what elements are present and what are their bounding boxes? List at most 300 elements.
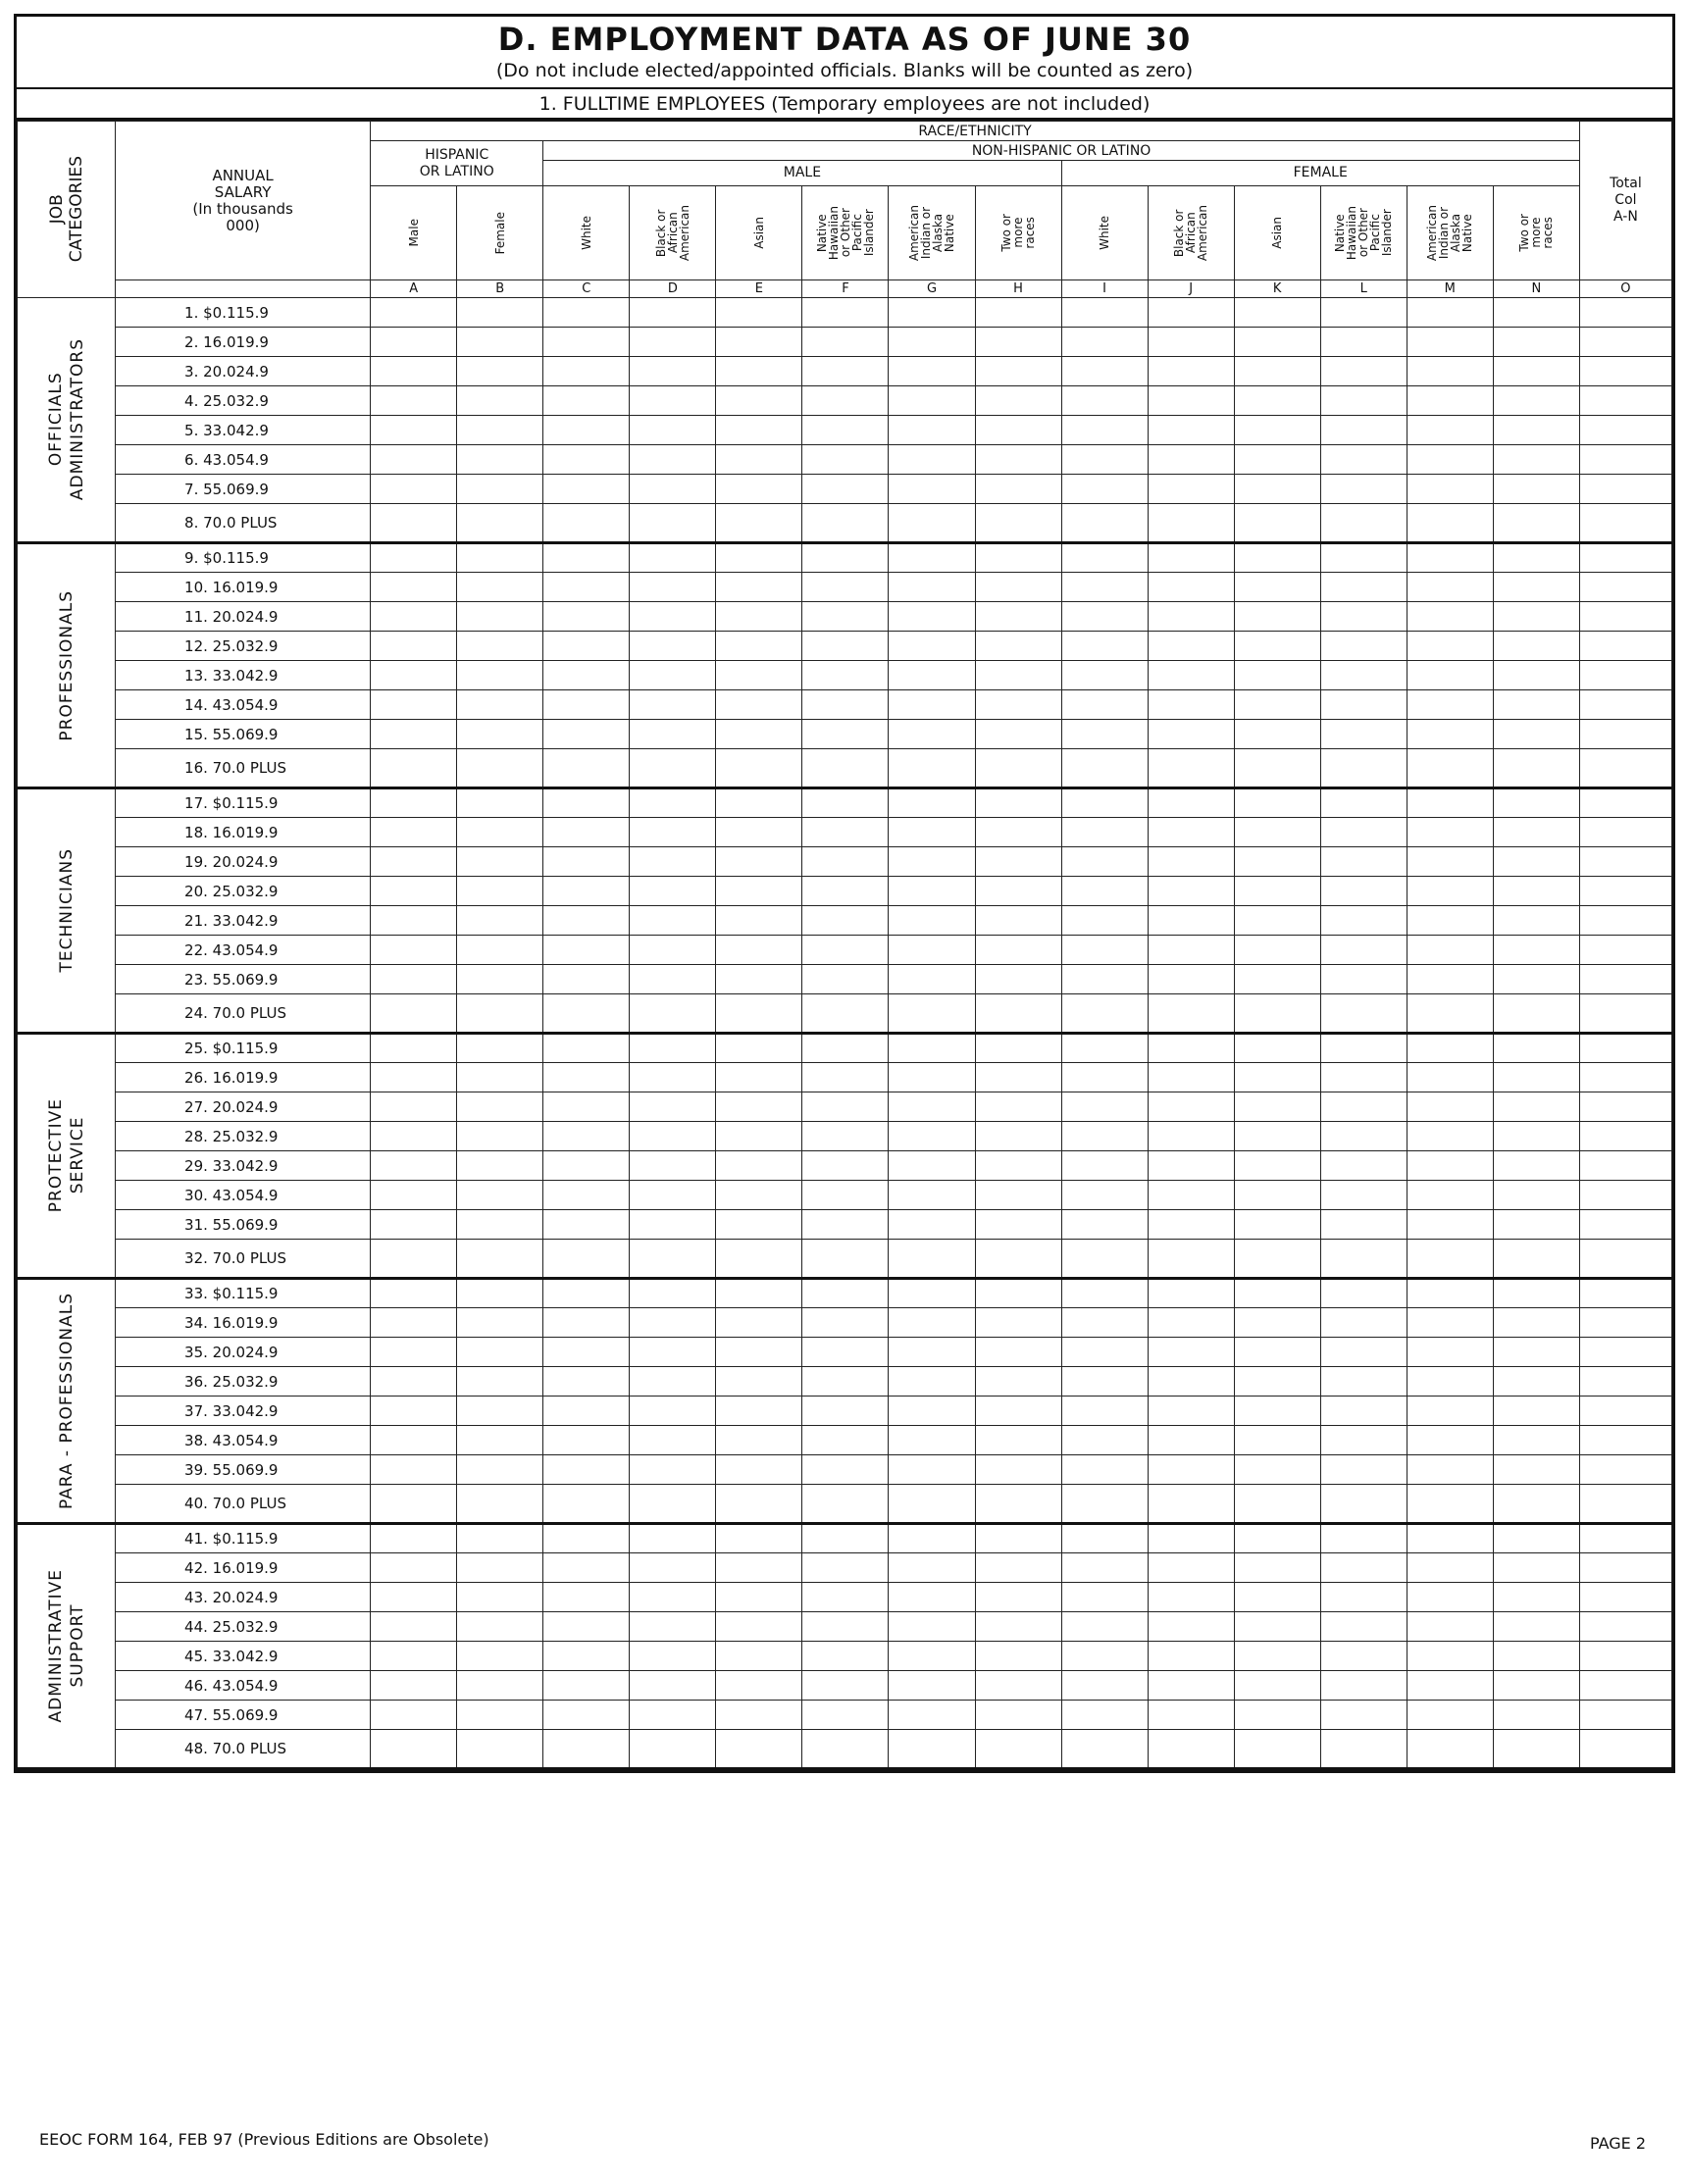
count-entry-cell[interactable] (1579, 1524, 1671, 1553)
count-entry-cell[interactable] (1320, 1308, 1407, 1338)
count-entry-cell[interactable] (1579, 1730, 1671, 1769)
count-entry-cell[interactable] (1579, 1455, 1671, 1485)
count-entry-cell[interactable] (1148, 720, 1234, 749)
count-entry-cell[interactable] (630, 357, 716, 386)
count-entry-cell[interactable] (716, 1063, 802, 1092)
count-entry-cell[interactable] (457, 1063, 543, 1092)
count-entry-cell[interactable] (1061, 965, 1148, 994)
count-entry-cell[interactable] (802, 1701, 889, 1730)
count-entry-cell[interactable] (889, 1338, 975, 1367)
count-entry-cell[interactable] (889, 1642, 975, 1671)
count-entry-cell[interactable] (1493, 690, 1579, 720)
count-entry-cell[interactable] (716, 906, 802, 936)
count-entry-cell[interactable] (543, 1671, 630, 1701)
count-entry-cell[interactable] (1148, 1338, 1234, 1367)
count-entry-cell[interactable] (716, 1308, 802, 1338)
count-entry-cell[interactable] (630, 936, 716, 965)
count-entry-cell[interactable] (1493, 661, 1579, 690)
count-entry-cell[interactable] (371, 661, 457, 690)
count-entry-cell[interactable] (630, 386, 716, 416)
count-entry-cell[interactable] (630, 1524, 716, 1553)
count-entry-cell[interactable] (1320, 1583, 1407, 1612)
count-entry-cell[interactable] (630, 602, 716, 632)
count-entry-cell[interactable] (1493, 1151, 1579, 1181)
count-entry-cell[interactable] (1148, 543, 1234, 573)
count-entry-cell[interactable] (1579, 1092, 1671, 1122)
count-entry-cell[interactable] (543, 906, 630, 936)
count-entry-cell[interactable] (1493, 749, 1579, 788)
count-entry-cell[interactable] (457, 1553, 543, 1583)
count-entry-cell[interactable] (1579, 847, 1671, 877)
count-entry-cell[interactable] (543, 661, 630, 690)
count-entry-cell[interactable] (802, 1524, 889, 1553)
count-entry-cell[interactable] (543, 386, 630, 416)
count-entry-cell[interactable] (543, 1092, 630, 1122)
count-entry-cell[interactable] (1407, 847, 1493, 877)
count-entry-cell[interactable] (1493, 1730, 1579, 1769)
count-entry-cell[interactable] (975, 1397, 1061, 1426)
count-entry-cell[interactable] (630, 749, 716, 788)
count-entry-cell[interactable] (1061, 1642, 1148, 1671)
count-entry-cell[interactable] (889, 1583, 975, 1612)
count-entry-cell[interactable] (1061, 1151, 1148, 1181)
count-entry-cell[interactable] (457, 475, 543, 504)
count-entry-cell[interactable] (630, 877, 716, 906)
count-entry-cell[interactable] (889, 1485, 975, 1524)
count-entry-cell[interactable] (543, 1063, 630, 1092)
count-entry-cell[interactable] (1320, 965, 1407, 994)
count-entry-cell[interactable] (1234, 1671, 1320, 1701)
count-entry-cell[interactable] (457, 328, 543, 357)
count-entry-cell[interactable] (1320, 994, 1407, 1034)
count-entry-cell[interactable] (371, 936, 457, 965)
count-entry-cell[interactable] (975, 1151, 1061, 1181)
count-entry-cell[interactable] (802, 690, 889, 720)
count-entry-cell[interactable] (1579, 1338, 1671, 1367)
count-entry-cell[interactable] (889, 1397, 975, 1426)
count-entry-cell[interactable] (630, 328, 716, 357)
count-entry-cell[interactable] (1234, 1524, 1320, 1553)
count-entry-cell[interactable] (371, 1524, 457, 1553)
count-entry-cell[interactable] (1320, 1181, 1407, 1210)
count-entry-cell[interactable] (1148, 1034, 1234, 1063)
count-entry-cell[interactable] (1407, 994, 1493, 1034)
count-entry-cell[interactable] (802, 1308, 889, 1338)
count-entry-cell[interactable] (802, 1122, 889, 1151)
count-entry-cell[interactable] (1579, 1151, 1671, 1181)
count-entry-cell[interactable] (1579, 1122, 1671, 1151)
count-entry-cell[interactable] (802, 1210, 889, 1240)
count-entry-cell[interactable] (457, 1279, 543, 1308)
count-entry-cell[interactable] (716, 1524, 802, 1553)
count-entry-cell[interactable] (1148, 1397, 1234, 1426)
count-entry-cell[interactable] (1493, 632, 1579, 661)
count-entry-cell[interactable] (1061, 357, 1148, 386)
count-entry-cell[interactable] (1407, 1063, 1493, 1092)
count-entry-cell[interactable] (1320, 416, 1407, 445)
count-entry-cell[interactable] (889, 906, 975, 936)
count-entry-cell[interactable] (889, 632, 975, 661)
count-entry-cell[interactable] (543, 1181, 630, 1210)
count-entry-cell[interactable] (1579, 1308, 1671, 1338)
count-entry-cell[interactable] (1493, 1397, 1579, 1426)
count-entry-cell[interactable] (1493, 504, 1579, 543)
count-entry-cell[interactable] (371, 632, 457, 661)
count-entry-cell[interactable] (1579, 1397, 1671, 1426)
count-entry-cell[interactable] (371, 749, 457, 788)
count-entry-cell[interactable] (1320, 818, 1407, 847)
count-entry-cell[interactable] (1061, 1181, 1148, 1210)
count-entry-cell[interactable] (889, 1612, 975, 1642)
count-entry-cell[interactable] (371, 1642, 457, 1671)
count-entry-cell[interactable] (716, 1210, 802, 1240)
count-entry-cell[interactable] (1579, 720, 1671, 749)
count-entry-cell[interactable] (1407, 1583, 1493, 1612)
count-entry-cell[interactable] (1407, 357, 1493, 386)
count-entry-cell[interactable] (716, 1583, 802, 1612)
count-entry-cell[interactable] (371, 298, 457, 328)
count-entry-cell[interactable] (716, 720, 802, 749)
count-entry-cell[interactable] (1148, 749, 1234, 788)
count-entry-cell[interactable] (1061, 749, 1148, 788)
count-entry-cell[interactable] (371, 847, 457, 877)
count-entry-cell[interactable] (1320, 475, 1407, 504)
count-entry-cell[interactable] (1493, 1122, 1579, 1151)
count-entry-cell[interactable] (802, 936, 889, 965)
count-entry-cell[interactable] (630, 1485, 716, 1524)
count-entry-cell[interactable] (371, 1671, 457, 1701)
count-entry-cell[interactable] (630, 690, 716, 720)
count-entry-cell[interactable] (457, 1730, 543, 1769)
count-entry-cell[interactable] (630, 906, 716, 936)
count-entry-cell[interactable] (975, 1367, 1061, 1397)
count-entry-cell[interactable] (1493, 328, 1579, 357)
count-entry-cell[interactable] (630, 1367, 716, 1397)
count-entry-cell[interactable] (975, 632, 1061, 661)
count-entry-cell[interactable] (1234, 1181, 1320, 1210)
count-entry-cell[interactable] (1061, 386, 1148, 416)
count-entry-cell[interactable] (1234, 936, 1320, 965)
count-entry-cell[interactable] (1148, 416, 1234, 445)
count-entry-cell[interactable] (457, 445, 543, 475)
count-entry-cell[interactable] (371, 877, 457, 906)
count-entry-cell[interactable] (1493, 1240, 1579, 1279)
count-entry-cell[interactable] (1493, 877, 1579, 906)
count-entry-cell[interactable] (716, 818, 802, 847)
count-entry-cell[interactable] (889, 1553, 975, 1583)
count-entry-cell[interactable] (1407, 1034, 1493, 1063)
count-entry-cell[interactable] (716, 749, 802, 788)
count-entry-cell[interactable] (1148, 1063, 1234, 1092)
count-entry-cell[interactable] (1579, 1671, 1671, 1701)
count-entry-cell[interactable] (1407, 1671, 1493, 1701)
count-entry-cell[interactable] (630, 720, 716, 749)
count-entry-cell[interactable] (889, 1367, 975, 1397)
count-entry-cell[interactable] (1148, 1181, 1234, 1210)
count-entry-cell[interactable] (889, 602, 975, 632)
count-entry-cell[interactable] (975, 1240, 1061, 1279)
count-entry-cell[interactable] (630, 788, 716, 818)
count-entry-cell[interactable] (630, 1210, 716, 1240)
count-entry-cell[interactable] (457, 543, 543, 573)
count-entry-cell[interactable] (1579, 543, 1671, 573)
count-entry-cell[interactable] (1148, 1151, 1234, 1181)
count-entry-cell[interactable] (371, 994, 457, 1034)
count-entry-cell[interactable] (716, 632, 802, 661)
count-entry-cell[interactable] (1320, 1210, 1407, 1240)
count-entry-cell[interactable] (802, 1455, 889, 1485)
count-entry-cell[interactable] (1148, 328, 1234, 357)
count-entry-cell[interactable] (1061, 818, 1148, 847)
count-entry-cell[interactable] (630, 1092, 716, 1122)
count-entry-cell[interactable] (975, 690, 1061, 720)
count-entry-cell[interactable] (1407, 720, 1493, 749)
count-entry-cell[interactable] (1579, 788, 1671, 818)
count-entry-cell[interactable] (1061, 416, 1148, 445)
count-entry-cell[interactable] (1407, 573, 1493, 602)
count-entry-cell[interactable] (716, 965, 802, 994)
count-entry-cell[interactable] (1061, 1583, 1148, 1612)
count-entry-cell[interactable] (716, 1671, 802, 1701)
count-entry-cell[interactable] (371, 1367, 457, 1397)
count-entry-cell[interactable] (457, 788, 543, 818)
count-entry-cell[interactable] (1061, 1279, 1148, 1308)
count-entry-cell[interactable] (630, 1308, 716, 1338)
count-entry-cell[interactable] (630, 1671, 716, 1701)
count-entry-cell[interactable] (371, 445, 457, 475)
count-entry-cell[interactable] (1493, 1367, 1579, 1397)
count-entry-cell[interactable] (1493, 1210, 1579, 1240)
count-entry-cell[interactable] (1061, 445, 1148, 475)
count-entry-cell[interactable] (1407, 1701, 1493, 1730)
count-entry-cell[interactable] (1320, 1122, 1407, 1151)
count-entry-cell[interactable] (975, 818, 1061, 847)
count-entry-cell[interactable] (371, 1092, 457, 1122)
count-entry-cell[interactable] (1148, 1701, 1234, 1730)
count-entry-cell[interactable] (1407, 1426, 1493, 1455)
count-entry-cell[interactable] (975, 994, 1061, 1034)
count-entry-cell[interactable] (889, 877, 975, 906)
count-entry-cell[interactable] (1579, 504, 1671, 543)
count-entry-cell[interactable] (889, 1181, 975, 1210)
count-entry-cell[interactable] (889, 788, 975, 818)
count-entry-cell[interactable] (1407, 445, 1493, 475)
count-entry-cell[interactable] (457, 1151, 543, 1181)
count-entry-cell[interactable] (371, 720, 457, 749)
count-entry-cell[interactable] (1320, 632, 1407, 661)
count-entry-cell[interactable] (1148, 1279, 1234, 1308)
count-entry-cell[interactable] (802, 328, 889, 357)
count-entry-cell[interactable] (630, 298, 716, 328)
count-entry-cell[interactable] (1407, 298, 1493, 328)
count-entry-cell[interactable] (630, 1063, 716, 1092)
count-entry-cell[interactable] (1493, 1701, 1579, 1730)
count-entry-cell[interactable] (1148, 1308, 1234, 1338)
count-entry-cell[interactable] (1148, 1485, 1234, 1524)
count-entry-cell[interactable] (975, 504, 1061, 543)
count-entry-cell[interactable] (975, 906, 1061, 936)
count-entry-cell[interactable] (1579, 298, 1671, 328)
count-entry-cell[interactable] (543, 1367, 630, 1397)
count-entry-cell[interactable] (457, 1701, 543, 1730)
count-entry-cell[interactable] (889, 690, 975, 720)
count-entry-cell[interactable] (1493, 1181, 1579, 1210)
count-entry-cell[interactable] (457, 936, 543, 965)
count-entry-cell[interactable] (1148, 1612, 1234, 1642)
count-entry-cell[interactable] (1234, 1455, 1320, 1485)
count-entry-cell[interactable] (457, 749, 543, 788)
count-entry-cell[interactable] (1407, 749, 1493, 788)
count-entry-cell[interactable] (975, 475, 1061, 504)
count-entry-cell[interactable] (1579, 936, 1671, 965)
count-entry-cell[interactable] (1061, 1524, 1148, 1553)
count-entry-cell[interactable] (1579, 1426, 1671, 1455)
count-entry-cell[interactable] (1407, 1612, 1493, 1642)
count-entry-cell[interactable] (975, 965, 1061, 994)
count-entry-cell[interactable] (802, 1642, 889, 1671)
count-entry-cell[interactable] (1493, 965, 1579, 994)
count-entry-cell[interactable] (1148, 877, 1234, 906)
count-entry-cell[interactable] (457, 1426, 543, 1455)
count-entry-cell[interactable] (1148, 573, 1234, 602)
count-entry-cell[interactable] (1320, 1642, 1407, 1671)
count-entry-cell[interactable] (630, 847, 716, 877)
count-entry-cell[interactable] (716, 847, 802, 877)
count-entry-cell[interactable] (1579, 573, 1671, 602)
count-entry-cell[interactable] (1493, 818, 1579, 847)
count-entry-cell[interactable] (1320, 1367, 1407, 1397)
count-entry-cell[interactable] (802, 445, 889, 475)
count-entry-cell[interactable] (1320, 1240, 1407, 1279)
count-entry-cell[interactable] (1148, 1583, 1234, 1612)
count-entry-cell[interactable] (371, 1455, 457, 1485)
count-entry-cell[interactable] (1407, 1367, 1493, 1397)
count-entry-cell[interactable] (975, 788, 1061, 818)
count-entry-cell[interactable] (1234, 1485, 1320, 1524)
count-entry-cell[interactable] (1234, 906, 1320, 936)
count-entry-cell[interactable] (716, 1397, 802, 1426)
count-entry-cell[interactable] (802, 504, 889, 543)
count-entry-cell[interactable] (543, 328, 630, 357)
count-entry-cell[interactable] (457, 357, 543, 386)
count-entry-cell[interactable] (543, 720, 630, 749)
count-entry-cell[interactable] (630, 1553, 716, 1583)
count-entry-cell[interactable] (543, 1240, 630, 1279)
count-entry-cell[interactable] (1061, 1122, 1148, 1151)
count-entry-cell[interactable] (543, 1279, 630, 1308)
count-entry-cell[interactable] (1061, 1063, 1148, 1092)
count-entry-cell[interactable] (1061, 788, 1148, 818)
count-entry-cell[interactable] (1493, 1338, 1579, 1367)
count-entry-cell[interactable] (1148, 1642, 1234, 1671)
count-entry-cell[interactable] (889, 504, 975, 543)
count-entry-cell[interactable] (1061, 1701, 1148, 1730)
count-entry-cell[interactable] (371, 1151, 457, 1181)
count-entry-cell[interactable] (975, 1338, 1061, 1367)
count-entry-cell[interactable] (457, 690, 543, 720)
count-entry-cell[interactable] (1061, 1092, 1148, 1122)
count-entry-cell[interactable] (1579, 1583, 1671, 1612)
count-entry-cell[interactable] (630, 818, 716, 847)
count-entry-cell[interactable] (1234, 543, 1320, 573)
count-entry-cell[interactable] (1407, 416, 1493, 445)
count-entry-cell[interactable] (543, 1701, 630, 1730)
count-entry-cell[interactable] (1407, 1397, 1493, 1426)
count-entry-cell[interactable] (630, 1240, 716, 1279)
count-entry-cell[interactable] (1148, 906, 1234, 936)
count-entry-cell[interactable] (716, 1034, 802, 1063)
count-entry-cell[interactable] (975, 847, 1061, 877)
count-entry-cell[interactable] (371, 573, 457, 602)
count-entry-cell[interactable] (1320, 1397, 1407, 1426)
count-entry-cell[interactable] (1579, 818, 1671, 847)
count-entry-cell[interactable] (716, 936, 802, 965)
count-entry-cell[interactable] (1493, 1308, 1579, 1338)
count-entry-cell[interactable] (889, 386, 975, 416)
count-entry-cell[interactable] (889, 1524, 975, 1553)
count-entry-cell[interactable] (1320, 1426, 1407, 1455)
count-entry-cell[interactable] (1493, 1455, 1579, 1485)
count-entry-cell[interactable] (802, 1240, 889, 1279)
count-entry-cell[interactable] (543, 1426, 630, 1455)
count-entry-cell[interactable] (1061, 328, 1148, 357)
count-entry-cell[interactable] (1407, 818, 1493, 847)
count-entry-cell[interactable] (1407, 1308, 1493, 1338)
count-entry-cell[interactable] (1061, 1730, 1148, 1769)
count-entry-cell[interactable] (1320, 328, 1407, 357)
count-entry-cell[interactable] (889, 661, 975, 690)
count-entry-cell[interactable] (1407, 1553, 1493, 1583)
count-entry-cell[interactable] (630, 632, 716, 661)
count-entry-cell[interactable] (716, 1092, 802, 1122)
count-entry-cell[interactable] (802, 818, 889, 847)
count-entry-cell[interactable] (543, 1583, 630, 1612)
count-entry-cell[interactable] (457, 847, 543, 877)
count-entry-cell[interactable] (802, 298, 889, 328)
count-entry-cell[interactable] (975, 1553, 1061, 1583)
count-entry-cell[interactable] (1579, 906, 1671, 936)
count-entry-cell[interactable] (543, 357, 630, 386)
count-entry-cell[interactable] (1579, 632, 1671, 661)
count-entry-cell[interactable] (1493, 720, 1579, 749)
count-entry-cell[interactable] (975, 298, 1061, 328)
count-entry-cell[interactable] (889, 936, 975, 965)
count-entry-cell[interactable] (975, 1730, 1061, 1769)
count-entry-cell[interactable] (1579, 965, 1671, 994)
count-entry-cell[interactable] (1579, 1034, 1671, 1063)
count-entry-cell[interactable] (371, 1397, 457, 1426)
count-entry-cell[interactable] (1493, 936, 1579, 965)
count-entry-cell[interactable] (1320, 298, 1407, 328)
count-entry-cell[interactable] (1061, 602, 1148, 632)
count-entry-cell[interactable] (630, 475, 716, 504)
count-entry-cell[interactable] (716, 386, 802, 416)
count-entry-cell[interactable] (543, 690, 630, 720)
count-entry-cell[interactable] (543, 504, 630, 543)
count-entry-cell[interactable] (1061, 1210, 1148, 1240)
count-entry-cell[interactable] (371, 1553, 457, 1583)
count-entry-cell[interactable] (1234, 749, 1320, 788)
count-entry-cell[interactable] (457, 386, 543, 416)
count-entry-cell[interactable] (716, 1279, 802, 1308)
count-entry-cell[interactable] (975, 1701, 1061, 1730)
count-entry-cell[interactable] (1234, 661, 1320, 690)
count-entry-cell[interactable] (1234, 475, 1320, 504)
count-entry-cell[interactable] (802, 386, 889, 416)
count-entry-cell[interactable] (457, 1034, 543, 1063)
count-entry-cell[interactable] (371, 1583, 457, 1612)
count-entry-cell[interactable] (975, 877, 1061, 906)
